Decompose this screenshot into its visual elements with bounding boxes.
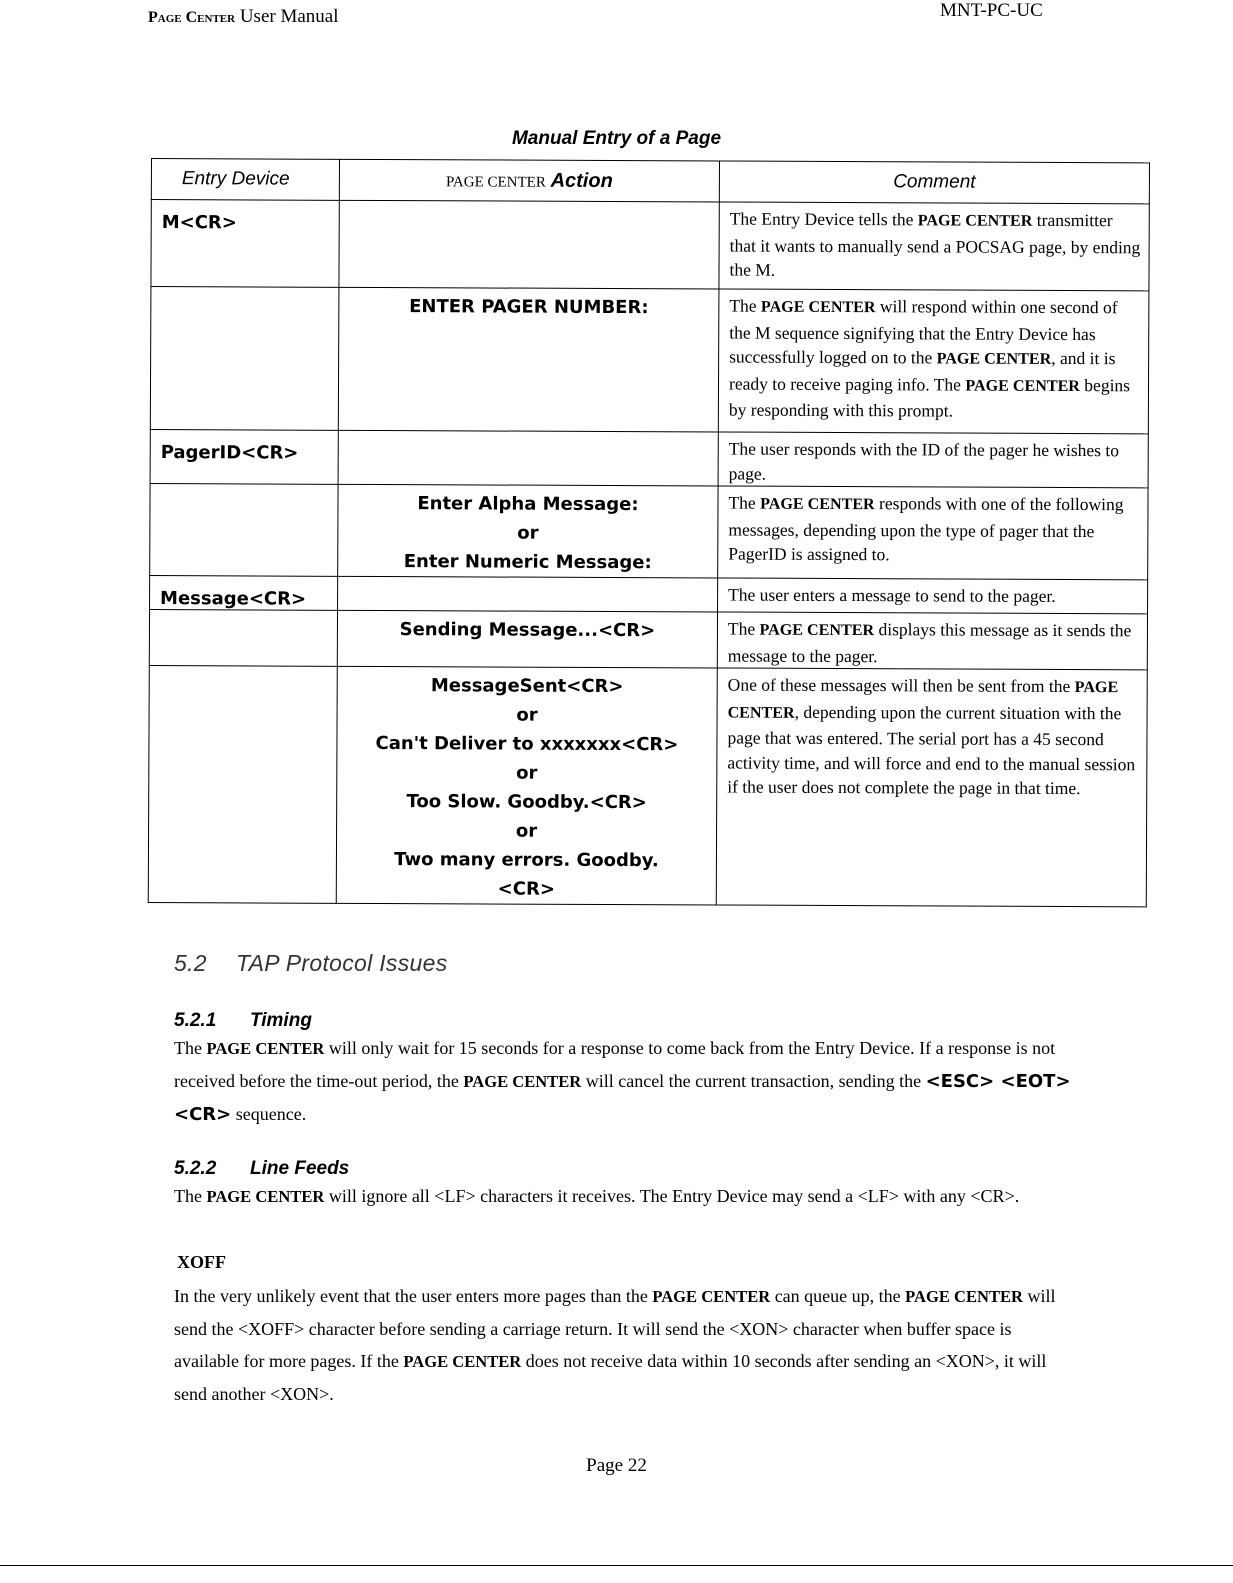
table-row: [151, 200, 1149, 291]
text-run: In the very unlikely event that the user enters more pages than the: [174, 1286, 653, 1306]
product-name: PAGE CENTER: [206, 1039, 325, 1058]
text-run: displays this message as it sends the message to the pager.: [727, 619, 1132, 666]
entry-device-cell: Message<CR>: [150, 575, 338, 610]
text-run: , depending upon the current situation with the page that was entered. The serial port has a 45 second activity time, and will force and end to the manual session if the user does not complete the page in that time.: [727, 701, 1136, 799]
comment-cell: [719, 202, 1149, 291]
comment-cell: [716, 668, 1147, 907]
action-cell: [336, 666, 717, 905]
table-body: [148, 200, 1149, 907]
entry-device-cell: [150, 287, 339, 431]
product-name: PAGE CENTER: [917, 212, 1033, 230]
table-row: [149, 609, 1147, 669]
action-message: MessageSent<CR>: [430, 675, 624, 698]
brand-name: Page Center: [148, 9, 236, 26]
action-message: <CR>: [497, 878, 555, 900]
text-run: The Entry Device tells the: [729, 208, 918, 230]
entry-device-cell: [149, 609, 337, 666]
doc-name: User Manual: [239, 6, 339, 27]
entry-device-cell: [148, 665, 337, 903]
product-name: PAGE CENTER: [206, 1187, 325, 1206]
control-sequence: <ESC> <EOT> <CR>: [174, 1071, 1071, 1125]
text-run: will send the <XOFF> character before sending a carriage return. It will send the <XON> character when buffer space is available for more pages. If the: [174, 1286, 1056, 1371]
section-number: 5.2: [174, 950, 207, 976]
header-entry-device: Entry Device: [151, 159, 339, 201]
text-run: will only wait for 15 seconds for a response to come back from the Entry Device. If a response is not received before the time-out period, the: [174, 1038, 1056, 1091]
section-number: 5.2.2: [174, 1158, 217, 1179]
bottom-rule: [0, 1565, 1233, 1566]
product-name: PAGE CENTER: [760, 495, 875, 514]
header-comment: Comment: [719, 161, 1149, 204]
action-message: Enter Numeric Message:: [403, 551, 652, 574]
action-message: Too Slow. Goodby.<CR>: [406, 791, 647, 814]
product-name: PAGE CENTER: [759, 621, 875, 640]
product-name: PAGE CENTER: [727, 679, 1119, 722]
manual-entry-table: [148, 158, 1150, 907]
section-heading-5-2-2: [174, 1158, 349, 1180]
or-separator: or: [516, 704, 538, 726]
product-name: PAGE CENTER: [760, 298, 876, 317]
section-heading-5-2: [174, 950, 448, 977]
table-row: [150, 429, 1148, 487]
comment-cell: [718, 289, 1149, 434]
action-message: Two many errors. Goodby.: [394, 849, 659, 872]
text-run: The: [174, 1186, 207, 1206]
comment-cell: [718, 486, 1148, 580]
or-separator: or: [515, 820, 538, 842]
text-run: The: [727, 618, 760, 639]
action-cell: [338, 484, 718, 578]
text-run: One of these messages will then be sent from the: [727, 674, 1075, 697]
action-cell: [338, 430, 718, 486]
entry-device-cell: [150, 483, 338, 576]
action-message: ENTER PAGER NUMBER:: [409, 296, 649, 319]
text-run: The: [728, 492, 761, 513]
section-number: 5.2.1: [174, 1010, 217, 1031]
action-message: Enter Alpha Message:: [417, 493, 639, 516]
text-run: sequence.: [231, 1104, 307, 1124]
text-run: The user responds with the ID of the pager he wishes to page.: [728, 438, 1120, 484]
section-title: Timing: [250, 1010, 312, 1031]
text-run: The user enters a message to send to the pager.: [728, 584, 1056, 606]
text-run: The: [729, 295, 761, 316]
product-name: PAGE CENTER: [403, 1352, 522, 1371]
action-message: Can't Deliver to xxxxxxx<CR>: [375, 732, 679, 756]
table-header-row: [151, 159, 1149, 204]
text-run: begins by responding with this prompt.: [728, 374, 1131, 421]
text-run: will ignore all <LF> characters it receives. The Entry Device may send a <LF> with any <CR>.: [324, 1186, 1020, 1206]
action-cell: [338, 287, 719, 432]
table-row: [150, 483, 1148, 579]
paragraph-timing: [174, 1032, 1074, 1131]
product-name: PAGE CENTER: [965, 377, 1080, 395]
action-cell: [339, 200, 719, 289]
header-action-prefix: PAGE CENTER: [445, 173, 546, 191]
product-name: PAGE CENTER: [936, 350, 1052, 368]
action-message: Sending Message...<CR>: [399, 619, 656, 642]
action-cell: [338, 576, 718, 612]
text-run: , and it is ready to receive paging info. The: [728, 347, 1116, 395]
product-name: PAGE CENTER: [652, 1287, 771, 1306]
xoff-heading: XOFF: [177, 1252, 226, 1272]
text-run: will cancel the current transaction, sending the: [581, 1071, 926, 1091]
section-title: TAP Protocol Issues: [236, 950, 448, 976]
or-separator: or: [517, 522, 539, 544]
section-title: Line Feeds: [250, 1158, 350, 1179]
product-name: PAGE CENTER: [905, 1287, 1023, 1306]
text-run: can queue up, the: [770, 1286, 906, 1306]
table-row: [148, 665, 1147, 906]
paragraph-line-feeds: [174, 1180, 1074, 1213]
product-name: PAGE CENTER: [463, 1072, 582, 1091]
text-run: transmitter that it wants to manually send a POCSAG page, by ending the M.: [729, 209, 1141, 280]
table-row: [150, 575, 1148, 613]
entry-device-cell: M<CR>: [151, 200, 339, 288]
text-run: The: [174, 1038, 207, 1058]
header-action-label: Action: [550, 169, 613, 192]
text-run: responds with one of the following messages, depending upon the type of pager that the PagerID is assigned to.: [728, 493, 1124, 565]
comment-cell: [717, 612, 1147, 670]
page-number: Page 22: [586, 1455, 647, 1476]
running-header-left: [148, 6, 339, 28]
comment-cell: [718, 578, 1148, 614]
action-cell: [337, 610, 717, 668]
table-caption: Manual Entry of a Page: [511, 128, 722, 149]
or-separator: or: [516, 762, 538, 784]
text-run: will respond within one second of the M sequence signifying that the Entry Device has successfully logged on to the: [729, 296, 1118, 368]
entry-device-cell: PagerID<CR>: [150, 429, 338, 484]
header-action: [339, 159, 719, 202]
section-heading-5-2-1: [174, 1010, 312, 1032]
comment-cell: [718, 432, 1148, 488]
paragraph-xoff: [174, 1280, 1074, 1410]
doc-code: MNT-PC-UC: [940, 0, 1043, 21]
table-row: [150, 287, 1149, 434]
text-run: does not receive data within 10 seconds after sending an <XON>, it will send another <XON>.: [174, 1351, 1047, 1404]
